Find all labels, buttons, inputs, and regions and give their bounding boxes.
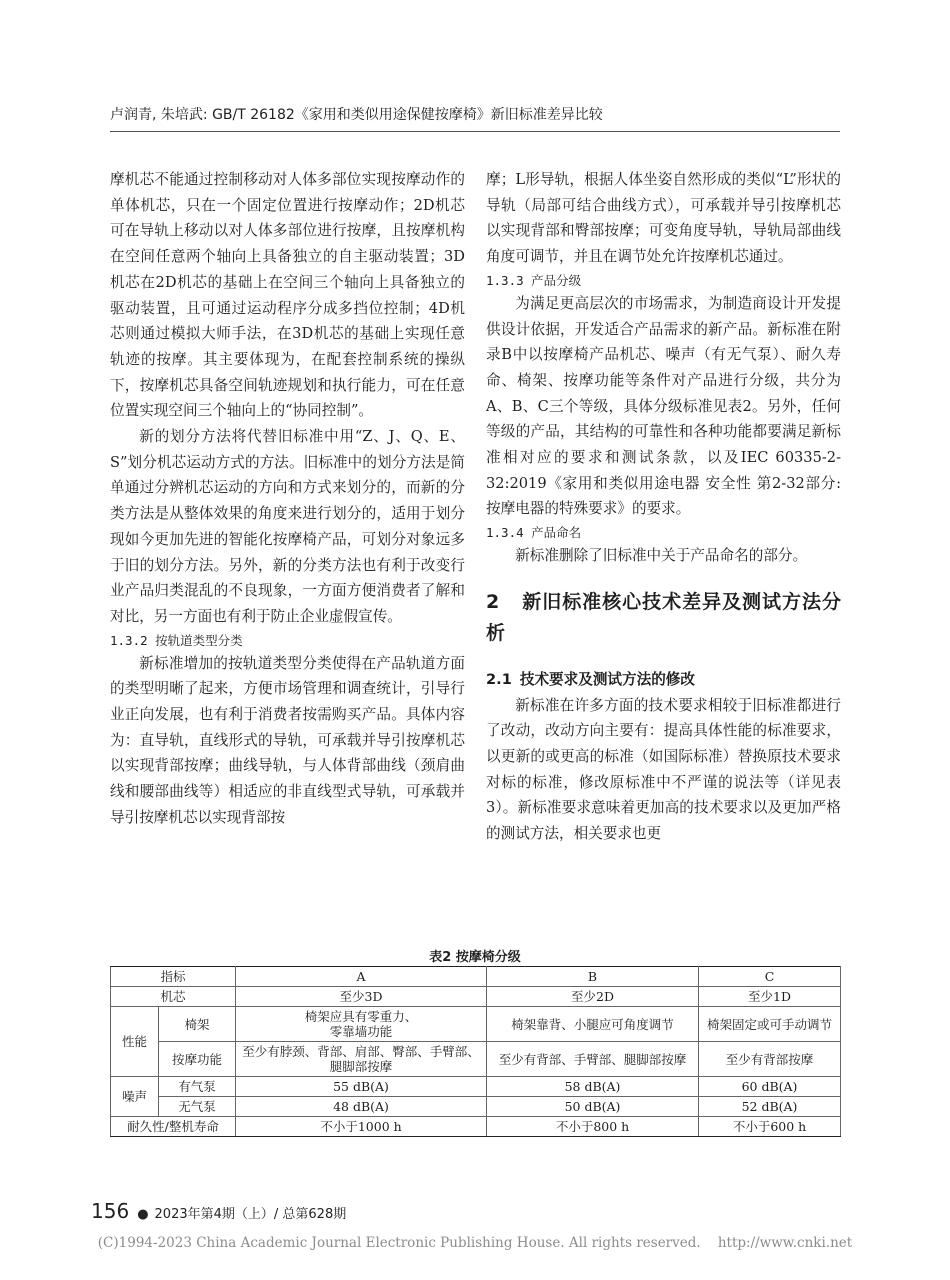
header-grade-c: C — [699, 967, 841, 987]
running-header: 卢润青, 朱培武: GB/T 26182《家用和类似用途保健按摩椅》新旧标准差异比较 — [110, 107, 603, 123]
section-2-1-heading — [486, 667, 841, 693]
cell-massage-a-line1: 至少有脖颈、背部、肩部、臀部、手臂部、 — [242, 1044, 480, 1059]
left-column — [110, 167, 465, 831]
cell-frame-c: 椅架固定或可手动调节 — [699, 1007, 841, 1042]
table-row-frame — [111, 1007, 841, 1042]
page-number: 156 — [91, 1199, 130, 1223]
row-label-noise: 噪声 — [111, 1077, 159, 1117]
copyright-notice: (C)1994-2023 China Academic Journal Electronic Publishing House. All rights reserved. http://www.cnki.net — [97, 1235, 853, 1251]
cell-frame-b: 椅架靠背、小腿应可角度调节 — [487, 1007, 699, 1042]
cell-core-b: 至少2D — [487, 987, 699, 1007]
cell-massage-b: 至少有背部、手臂部、腿脚部按摩 — [487, 1042, 699, 1077]
left-paragraph-3: 新标准增加的按轨道类型分类使得在产品轨道方面的类型明晰了起来，方便市场管理和调查统计，引导行业正向发展，也有利于消费者按需购买产品。具体内容为：直导轨，直线形式的导轨，可承载并导引按摩机芯以实现背部按摩；曲线导轨，与人体背部曲线（颈肩曲线和腰部曲线等）相适应的非直线型式导轨，可承载并导引按摩机芯以实现背部按 — [110, 654, 465, 826]
cell-core-c: 至少1D — [699, 987, 841, 1007]
table-2-caption: 表2 按摩椅分级 — [429, 950, 521, 965]
table-row-massage — [111, 1042, 841, 1077]
cell-frame-a-line1: 椅架应具有零重力、 — [304, 1009, 418, 1024]
table-header-row — [111, 967, 841, 987]
row-label-with-pump: 有气泵 — [159, 1077, 236, 1097]
section-2-title: 新旧标准核心技术差异及测试方法分析 — [486, 590, 841, 644]
row-label-without-pump: 无气泵 — [159, 1097, 236, 1117]
subsection-1-3-4-heading: 1.3.4 产品命名 — [486, 525, 582, 541]
cell-massage-a-line2: 腿脚部按摩 — [329, 1059, 393, 1074]
cell-without-pump-c: 52 dB(A) — [699, 1097, 841, 1117]
right-column — [486, 167, 841, 847]
subsection-1-3-2-heading: 1.3.2 按轨道类型分类 — [110, 632, 243, 648]
header-rule — [110, 131, 840, 132]
cell-with-pump-a: 55 dB(A) — [236, 1077, 487, 1097]
row-label-massage: 按摩功能 — [159, 1042, 236, 1077]
right-paragraph-2: 为满足更高层次的市场需求，为制造商设计开发提供设计依据，开发适合产品需求的新产品。新标准在附录B中以按摩椅产品机芯、噪声（有无气泵）、耐久寿命、椅架、按摩功能等条件对产品进行分级，共分为A、B、C三个等级，具体分级标准见表2。另外，任何等级的产品，其结构的可靠性和各种功能都要满足新标准相对应的要求和测试条款，以及IEC 60335-2-32:2019《家用和类似用途电器 安全性 第2-32部分:按摩电器的特殊要求》的要求。 — [486, 294, 841, 518]
table-row-with-pump — [111, 1077, 841, 1097]
row-label-performance: 性能 — [111, 1007, 159, 1077]
cell-frame-a — [236, 1007, 487, 1042]
table-2 — [110, 966, 841, 1137]
table-row-without-pump — [111, 1097, 841, 1117]
header-grade-b: B — [487, 967, 699, 987]
issue-info: 2023年第4期（上）/ 总第628期 — [154, 1207, 347, 1222]
bullet-dot-icon: ● — [137, 1207, 149, 1222]
right-paragraph-1: 摩；L形导轨，根据人体坐姿自然形成的类似“L”形状的导轨（局部可结合曲线方式），可承载并导引按摩机芯以实现背部和臀部按摩；可变角度导轨，导轨局部曲线角度可调节，并且在调节处允许按摩机芯通过。 — [486, 171, 841, 266]
left-paragraph-2: 新的划分方法将代替旧标准中用“Z、J、Q、E、S”划分机芯运动方式的方法。旧标准中的划分方法是简单通过分辨机芯运动的方向和方式来划分的，而新的分类方法是从整体效果的角度来进行划分的，适用于划分现如今更加先进的智能化按摩椅产品，可划分对象远多于旧的划分方法。另外，新的分类方法也有利于改变行业产品归类混乱的不良现象，一方面方便消费者了解和对比，另一方面也有利于防止企业虚假宣传。 — [110, 428, 465, 625]
cell-massage-c: 至少有背部按摩 — [699, 1042, 841, 1077]
section-2-1-number: 2.1 — [486, 670, 512, 688]
cell-frame-a-line2: 零靠墙功能 — [329, 1024, 393, 1039]
subsection-1-3-3-heading: 1.3.3 产品分级 — [486, 272, 582, 288]
cell-without-pump-a: 48 dB(A) — [236, 1097, 487, 1117]
left-paragraph-1: 摩机芯不能通过控制移动对人体多部位实现按摩动作的单体机芯，只在一个固定位置进行按摩动作；2D机芯可在导轨上移动以对人体多部位进行按摩，且按摩机构在空间任意两个轴向上具备独立的自主驱动装置；3D机芯在2D机芯的基础上在空间三个轴向上具备独立的驱动装置，且可通过运动程序分成多挡位控制；4D机芯则通过模拟大师手法，在3D机芯的基础上实现任意轨迹的按摩。其主要体现为，在配套控制系统的操纵下，按摩机芯具备空间轨迹规划和执行能力，可在任意位置实现空间三个轴向上的“协同控制”。 — [110, 171, 465, 420]
cell-without-pump-b: 50 dB(A) — [487, 1097, 699, 1117]
table-row-durability — [111, 1117, 841, 1137]
header-grade-a: A — [236, 967, 487, 987]
cell-core-a: 至少3D — [236, 987, 487, 1007]
page-footer — [91, 1199, 346, 1223]
cell-with-pump-b: 58 dB(A) — [487, 1077, 699, 1097]
row-label-frame: 椅架 — [159, 1007, 236, 1042]
section-2-1-title: 技术要求及测试方法的修改 — [519, 670, 695, 688]
section-2-heading — [486, 587, 841, 649]
cell-durability-c: 不小于600 h — [699, 1117, 841, 1137]
row-label-durability: 耐久性/整机寿命 — [111, 1117, 236, 1137]
header-indicator: 指标 — [111, 967, 236, 987]
table-row-core — [111, 987, 841, 1007]
cell-durability-b: 不小于800 h — [487, 1117, 699, 1137]
cell-durability-a: 不小于1000 h — [236, 1117, 487, 1137]
right-paragraph-3: 新标准删除了旧标准中关于产品命名的部分。 — [515, 547, 808, 565]
cell-massage-a — [236, 1042, 487, 1077]
cell-with-pump-c: 60 dB(A) — [699, 1077, 841, 1097]
row-label-core: 机芯 — [111, 987, 236, 1007]
right-paragraph-4: 新标准在许多方面的技术要求相较于旧标准都进行了改动，改动方向主要有：提高具体性能的标准要求，以更新的或更高的标准（如国际标准）替换原技术要求对标的标准，修改原标准中不严谨的说法等（详见表3）。新标准要求意味着更加高的技术要求以及更加严格的测试方法，相关要求也更 — [486, 696, 841, 843]
section-2-number: 2 — [486, 590, 500, 613]
